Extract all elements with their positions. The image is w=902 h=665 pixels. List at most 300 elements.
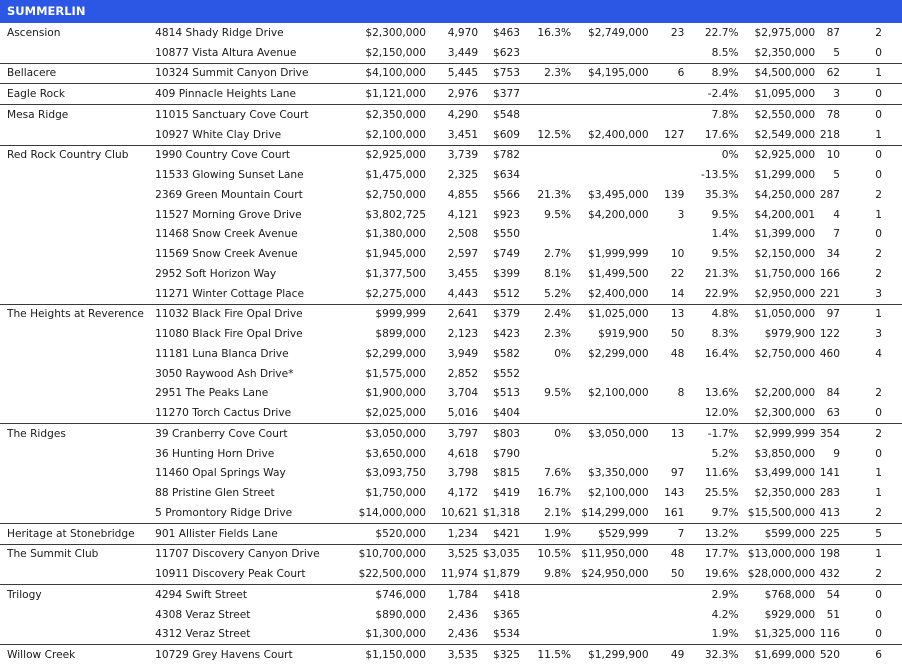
table-row xyxy=(0,364,902,384)
list-price-cell xyxy=(573,444,651,464)
address-cell: 11271 Winter Cottage Place xyxy=(155,287,304,300)
original-price-cell: $4,200,001 xyxy=(754,208,816,221)
table-row xyxy=(0,444,902,464)
orig-diff-cell: 11.6% xyxy=(704,467,739,480)
list-price-cell: $919,900 xyxy=(598,328,649,341)
price-changes-cell: 1 xyxy=(861,544,902,564)
sale-price-cell: $1,150,000 xyxy=(355,645,428,665)
price-changes-cell: 2 xyxy=(875,267,882,280)
sqft-cell: 4,290 xyxy=(428,105,480,125)
community-cell: Heritage at Stonebridge xyxy=(0,523,151,544)
sale-price-cell: $22,500,000 xyxy=(358,568,426,581)
price-per-sqft-cell: $566 xyxy=(492,188,520,201)
sale-price-cell: $14,000,000 xyxy=(358,506,426,519)
community-cell xyxy=(0,344,151,364)
days-on-market-cell xyxy=(651,225,687,245)
sqft-cell: 2,123 xyxy=(447,328,479,341)
original-price-cell: $2,150,000 xyxy=(754,248,816,261)
days-on-market-cell: 13 xyxy=(651,424,687,444)
price-changes-cell: 5 xyxy=(861,523,902,544)
sale-price-cell: $746,000 xyxy=(355,585,428,605)
days-on-market-cell: 97 xyxy=(670,467,685,480)
price-changes-cell: 2 xyxy=(875,387,882,400)
days-on-market-cell: 3 xyxy=(677,208,685,221)
sale-price-cell: $3,650,000 xyxy=(365,447,426,460)
price-changes-cell: 1 xyxy=(861,304,902,324)
price-changes-cell: 0 xyxy=(861,585,902,605)
list-price-cell: $2,400,000 xyxy=(587,287,649,300)
price-per-sqft-cell: $365 xyxy=(492,608,520,621)
address-cell: 901 Allister Fields Lane xyxy=(151,523,355,544)
address-cell: 4294 Swift Street xyxy=(151,585,355,605)
price-changes-cell: 0 xyxy=(861,105,902,125)
days-on-market-cell: 48 xyxy=(670,347,685,360)
sale-price-cell: $2,150,000 xyxy=(365,46,426,59)
list-diff-cell: 5.2% xyxy=(544,287,572,300)
sqft-cell: 3,797 xyxy=(428,424,480,444)
price-changes-cell: 0 xyxy=(875,447,882,460)
original-price-cell: $1,699,000 xyxy=(741,645,818,665)
community-cell xyxy=(0,205,151,225)
community-cell xyxy=(0,43,151,63)
price-per-sqft-cell: $1,879 xyxy=(482,568,520,581)
sale-price-cell: $2,299,000 xyxy=(365,347,426,360)
sale-price-cell: $3,050,000 xyxy=(355,424,428,444)
community-cell xyxy=(0,483,151,503)
orig-diff-cell: 13.6% xyxy=(704,387,739,400)
total-days-cell: 122 xyxy=(819,328,841,341)
sqft-cell: 3,455 xyxy=(447,267,479,280)
table-row xyxy=(0,625,902,645)
community-cell xyxy=(0,503,151,523)
orig-diff-cell: 21.3% xyxy=(704,267,739,280)
table-row xyxy=(0,264,902,284)
list-price-cell: $1,025,000 xyxy=(573,304,651,324)
address-cell: 10927 White Clay Drive xyxy=(155,128,282,141)
sqft-cell: 3,449 xyxy=(447,46,479,59)
sqft-cell: 3,798 xyxy=(447,467,479,480)
price-per-sqft-cell: $1,318 xyxy=(482,506,520,519)
community-cell xyxy=(0,284,151,304)
sale-price-cell: $10,700,000 xyxy=(355,544,428,564)
list-price-cell xyxy=(573,145,651,165)
table-row xyxy=(0,645,902,665)
price-per-sqft-cell: $753 xyxy=(480,63,522,84)
table-row xyxy=(0,605,902,625)
address-cell: 11080 Black Fire Opal Drive xyxy=(155,328,303,341)
list-diff-cell xyxy=(522,403,573,423)
list-diff-cell xyxy=(522,43,573,63)
sale-price-cell: $1,750,000 xyxy=(365,487,426,500)
sqft-cell: 2,508 xyxy=(447,228,479,241)
table-row xyxy=(0,403,902,423)
list-diff-cell: 8.1% xyxy=(544,267,572,280)
sale-price-cell: $1,380,000 xyxy=(365,228,426,241)
table-row xyxy=(0,424,902,444)
sale-price-cell: $2,750,000 xyxy=(365,188,426,201)
original-price-cell: $1,299,000 xyxy=(754,169,816,182)
days-on-market-cell xyxy=(651,585,687,605)
list-diff-cell: 0% xyxy=(522,424,573,444)
orig-diff-cell: 19.6% xyxy=(704,568,739,581)
total-days-cell: 141 xyxy=(819,467,841,480)
days-on-market-cell xyxy=(651,403,687,423)
sale-price-cell: $2,275,000 xyxy=(365,287,426,300)
days-on-market-cell: 139 xyxy=(664,188,685,201)
sale-price-cell: $2,025,000 xyxy=(365,407,426,420)
sqft-cell: 1,784 xyxy=(428,585,480,605)
original-price-cell: $3,850,000 xyxy=(754,447,816,460)
sqft-cell: 10,621 xyxy=(441,506,479,519)
table-row xyxy=(0,523,902,544)
community-cell: The Ridges xyxy=(0,424,151,444)
price-changes-cell: 0 xyxy=(875,608,882,621)
total-days-cell: 5 xyxy=(833,46,841,59)
list-price-cell: $24,950,000 xyxy=(581,568,649,581)
community-cell: Trilogy xyxy=(0,585,151,605)
orig-diff-cell: 7.8% xyxy=(686,105,740,125)
price-changes-cell: 2 xyxy=(875,26,882,39)
list-price-cell: $3,350,000 xyxy=(587,467,649,480)
total-days-cell: 84 xyxy=(826,387,841,400)
address-cell: 3050 Raywood Ash Drive* xyxy=(155,367,294,380)
price-changes-cell: 0 xyxy=(875,169,882,182)
days-on-market-cell: 7 xyxy=(651,523,687,544)
list-diff-cell xyxy=(522,444,573,464)
days-on-market-cell: 50 xyxy=(670,568,685,581)
table-row xyxy=(0,105,902,125)
address-cell: 10911 Discovery Peak Court xyxy=(155,568,306,581)
table-row xyxy=(0,503,902,523)
price-per-sqft-cell: $404 xyxy=(492,407,520,420)
total-days-cell: 520 xyxy=(817,645,861,665)
total-days-cell: 413 xyxy=(819,506,841,519)
list-diff-cell: 12.5% xyxy=(537,128,572,141)
address-cell: 10324 Summit Canyon Drive xyxy=(151,63,355,84)
price-per-sqft-cell: $782 xyxy=(480,145,522,165)
price-per-sqft-cell: $463 xyxy=(492,26,520,39)
days-on-market-cell: 8 xyxy=(677,387,685,400)
address-cell: 4814 Shady Ridge Drive xyxy=(155,26,284,39)
days-on-market-cell: 161 xyxy=(664,506,685,519)
days-on-market-cell xyxy=(651,84,687,105)
original-price-cell: $979,900 xyxy=(764,328,816,341)
price-changes-cell: 1 xyxy=(875,467,882,480)
original-price-cell: $2,350,000 xyxy=(754,487,816,500)
original-price-cell: $1,095,000 xyxy=(741,84,818,105)
total-days-cell: 221 xyxy=(819,287,841,300)
list-diff-cell: 2.3% xyxy=(544,328,572,341)
address-cell: 36 Hunting Horn Drive xyxy=(155,447,275,460)
table-row xyxy=(0,145,902,165)
list-diff-cell: 9.5% xyxy=(544,387,572,400)
sale-price-cell: $890,000 xyxy=(375,608,426,621)
sale-price-cell: $3,093,750 xyxy=(365,467,426,480)
list-price-cell xyxy=(573,84,651,105)
list-price-cell xyxy=(573,43,651,63)
price-per-sqft-cell: $582 xyxy=(492,347,520,360)
table-row xyxy=(0,483,902,503)
table-row xyxy=(0,585,902,605)
days-on-market-cell: 49 xyxy=(651,645,687,665)
community-cell xyxy=(0,564,151,584)
original-price-cell: $2,300,000 xyxy=(754,407,816,420)
list-price-cell xyxy=(573,403,651,423)
orig-diff-cell: 1.4% xyxy=(711,228,739,241)
orig-diff-cell: 9.5% xyxy=(711,208,739,221)
orig-diff-cell: 13.2% xyxy=(686,523,740,544)
table-row xyxy=(0,185,902,205)
total-days-cell: 7 xyxy=(833,228,841,241)
table-row xyxy=(0,205,902,225)
sqft-cell: 3,949 xyxy=(447,347,479,360)
address-cell: 10877 Vista Altura Avenue xyxy=(155,46,297,59)
table-row xyxy=(0,564,902,584)
list-price-cell: $1,499,500 xyxy=(587,267,649,280)
sale-price-cell: $2,925,000 xyxy=(355,145,428,165)
table-row xyxy=(0,344,902,364)
total-days-cell: 62 xyxy=(817,63,861,84)
days-on-market-cell xyxy=(651,145,687,165)
sale-price-cell: $1,575,000 xyxy=(365,367,426,380)
price-changes-cell: 2 xyxy=(875,506,882,519)
orig-diff-cell: 32.3% xyxy=(686,645,740,665)
original-price-cell: $2,750,000 xyxy=(754,347,816,360)
orig-diff-cell: -2.4% xyxy=(686,84,740,105)
address-cell: 11707 Discovery Canyon Drive xyxy=(151,544,355,564)
price-per-sqft-cell: $325 xyxy=(480,645,522,665)
total-days-cell: 78 xyxy=(817,105,861,125)
orig-diff-cell: 22.7% xyxy=(704,26,739,39)
orig-diff-cell: 5.2% xyxy=(711,447,739,460)
days-on-market-cell: 6 xyxy=(651,63,687,84)
community-cell: The Summit Club xyxy=(0,544,151,564)
total-days-cell: 3 xyxy=(817,84,861,105)
total-days-cell: 87 xyxy=(826,26,841,39)
table-row xyxy=(0,544,902,564)
total-days-cell: 51 xyxy=(826,608,841,621)
total-days-cell: 9 xyxy=(833,447,841,460)
original-price-cell: $1,399,000 xyxy=(754,228,816,241)
orig-diff-cell: 35.3% xyxy=(704,188,739,201)
price-changes-cell: 1 xyxy=(875,208,882,221)
address-cell: 11569 Snow Creek Avenue xyxy=(155,248,298,261)
address-cell: 11468 Snow Creek Avenue xyxy=(155,228,298,241)
sqft-cell: 3,451 xyxy=(447,128,479,141)
price-per-sqft-cell: $419 xyxy=(492,487,520,500)
days-on-market-cell: 48 xyxy=(651,544,687,564)
price-changes-cell: 0 xyxy=(875,407,882,420)
table-row xyxy=(0,244,902,264)
community-cell xyxy=(0,464,151,484)
price-per-sqft-cell: $418 xyxy=(480,585,522,605)
list-diff-cell: 11.5% xyxy=(522,645,573,665)
original-price-cell: $768,000 xyxy=(741,585,818,605)
sqft-cell: 4,970 xyxy=(447,26,479,39)
community-cell: Eagle Rock xyxy=(0,84,151,105)
community-cell xyxy=(0,403,151,423)
price-per-sqft-cell: $548 xyxy=(480,105,522,125)
community-cell xyxy=(0,364,151,384)
price-per-sqft-cell: $634 xyxy=(492,169,520,182)
sqft-cell: 3,535 xyxy=(428,645,480,665)
table-row xyxy=(0,464,902,484)
days-on-market-cell xyxy=(651,364,687,384)
sale-price-cell: $2,100,000 xyxy=(365,128,426,141)
original-price-cell: $3,499,000 xyxy=(754,467,816,480)
total-days-cell: 432 xyxy=(819,568,841,581)
community-cell: Red Rock Country Club xyxy=(0,145,151,165)
list-price-cell: $3,050,000 xyxy=(573,424,651,444)
sqft-cell: 3,704 xyxy=(447,387,479,400)
section-header: SUMMERLIN xyxy=(0,0,902,23)
list-diff-cell: 21.3% xyxy=(537,188,572,201)
total-days-cell: 287 xyxy=(819,188,841,201)
community-cell xyxy=(0,605,151,625)
original-price-cell: $2,975,000 xyxy=(754,26,816,39)
community-cell xyxy=(0,244,151,264)
table-row xyxy=(0,324,902,344)
original-price-cell: $28,000,000 xyxy=(747,568,816,581)
days-on-market-cell: 143 xyxy=(664,487,685,500)
address-cell: 5 Promontory Ridge Drive xyxy=(155,506,293,519)
price-per-sqft-cell: $377 xyxy=(480,84,522,105)
days-on-market-cell: 50 xyxy=(670,328,685,341)
total-days-cell xyxy=(817,364,861,384)
sqft-cell: 4,172 xyxy=(447,487,479,500)
days-on-market-cell: 22 xyxy=(670,267,685,280)
sale-price-cell: $899,000 xyxy=(375,328,426,341)
original-price-cell: $2,350,000 xyxy=(754,46,816,59)
address-cell: 11181 Luna Blanca Drive xyxy=(155,347,289,360)
table-row xyxy=(0,43,902,63)
sqft-cell: 2,641 xyxy=(428,304,480,324)
list-price-cell xyxy=(573,625,651,645)
list-price-cell: $4,200,000 xyxy=(587,208,649,221)
list-price-cell: $1,999,999 xyxy=(587,248,649,261)
orig-diff-cell: 1.9% xyxy=(711,628,739,641)
original-price-cell: $2,550,000 xyxy=(741,105,818,125)
sqft-cell: 3,525 xyxy=(428,544,480,564)
orig-diff-cell: -13.5% xyxy=(701,169,739,182)
sale-price-cell: $1,475,000 xyxy=(365,169,426,182)
orig-diff-cell: 8.3% xyxy=(711,328,739,341)
orig-diff-cell: 9.7% xyxy=(711,506,739,519)
orig-diff-cell: 8.5% xyxy=(711,46,739,59)
price-changes-cell: 2 xyxy=(875,248,882,261)
price-per-sqft-cell: $609 xyxy=(492,128,520,141)
list-price-cell: $2,100,000 xyxy=(587,487,649,500)
original-price-cell: $13,000,000 xyxy=(741,544,818,564)
price-per-sqft-cell: $513 xyxy=(492,387,520,400)
price-changes-cell: 0 xyxy=(875,228,882,241)
orig-diff-cell: 17.6% xyxy=(704,128,739,141)
address-cell: 11270 Torch Cactus Drive xyxy=(155,407,292,420)
days-on-market-cell: 10 xyxy=(670,248,685,261)
total-days-cell: 54 xyxy=(817,585,861,605)
community-cell xyxy=(0,185,151,205)
list-diff-cell xyxy=(522,605,573,625)
list-diff-cell xyxy=(522,625,573,645)
sales-table xyxy=(0,23,902,665)
price-changes-cell: 3 xyxy=(875,328,882,341)
price-per-sqft-cell: $421 xyxy=(480,523,522,544)
list-price-cell xyxy=(573,585,651,605)
price-changes-cell: 0 xyxy=(875,628,882,641)
price-changes-cell: 0 xyxy=(875,46,882,59)
orig-diff-cell xyxy=(686,364,740,384)
list-diff-cell: 1.9% xyxy=(522,523,573,544)
price-per-sqft-cell: $552 xyxy=(492,367,520,380)
list-price-cell: $4,195,000 xyxy=(573,63,651,84)
sale-price-cell: $2,350,000 xyxy=(355,105,428,125)
list-diff-cell xyxy=(522,145,573,165)
sqft-cell: 4,855 xyxy=(447,188,479,201)
days-on-market-cell xyxy=(651,444,687,464)
list-price-cell: $3,495,000 xyxy=(587,188,649,201)
price-per-sqft-cell: $379 xyxy=(480,304,522,324)
sqft-cell: 2,597 xyxy=(447,248,479,261)
address-cell: 11533 Glowing Sunset Lane xyxy=(155,169,304,182)
days-on-market-cell xyxy=(651,105,687,125)
table-row xyxy=(0,84,902,105)
original-price-cell: $1,750,000 xyxy=(754,267,816,280)
original-price-cell: $15,500,000 xyxy=(747,506,816,519)
total-days-cell: 116 xyxy=(819,628,841,641)
orig-diff-cell: 4.8% xyxy=(686,304,740,324)
total-days-cell: 166 xyxy=(819,267,841,280)
price-changes-cell: 6 xyxy=(861,645,902,665)
list-diff-cell: 9.5% xyxy=(544,208,572,221)
price-per-sqft-cell: $815 xyxy=(492,467,520,480)
original-price-cell: $599,000 xyxy=(741,523,818,544)
price-per-sqft-cell: $803 xyxy=(480,424,522,444)
original-price-cell: $2,950,000 xyxy=(754,287,816,300)
sqft-cell: 2,436 xyxy=(447,608,479,621)
original-price-cell xyxy=(741,364,818,384)
community-cell xyxy=(0,384,151,404)
sqft-cell: 2,976 xyxy=(428,84,480,105)
address-cell: 2369 Green Mountain Court xyxy=(155,188,303,201)
original-price-cell: $4,500,000 xyxy=(741,63,818,84)
sale-price-cell: $1,945,000 xyxy=(365,248,426,261)
total-days-cell: 460 xyxy=(819,347,841,360)
list-price-cell xyxy=(573,105,651,125)
days-on-market-cell: 127 xyxy=(664,128,685,141)
total-days-cell: 97 xyxy=(817,304,861,324)
days-on-market-cell xyxy=(651,43,687,63)
days-on-market-cell: 13 xyxy=(651,304,687,324)
original-price-cell: $2,925,000 xyxy=(741,145,818,165)
sale-price-cell: $1,121,000 xyxy=(355,84,428,105)
community-cell xyxy=(0,165,151,185)
list-price-cell xyxy=(573,605,651,625)
sale-price-cell: $4,100,000 xyxy=(355,63,428,84)
days-on-market-cell: 14 xyxy=(670,287,685,300)
community-cell xyxy=(0,125,151,145)
list-diff-cell xyxy=(522,165,573,185)
sale-price-cell: $1,377,500 xyxy=(365,267,426,280)
community-cell xyxy=(0,264,151,284)
address-cell: 2951 The Peaks Lane xyxy=(155,387,269,400)
total-days-cell: 10 xyxy=(817,145,861,165)
table-row xyxy=(0,384,902,404)
list-price-cell: $14,299,000 xyxy=(581,506,649,519)
orig-diff-cell: 25.5% xyxy=(704,487,739,500)
address-cell: 11015 Sanctuary Cove Court xyxy=(151,105,355,125)
sale-price-cell: $3,802,725 xyxy=(365,208,426,221)
list-diff-cell xyxy=(522,364,573,384)
